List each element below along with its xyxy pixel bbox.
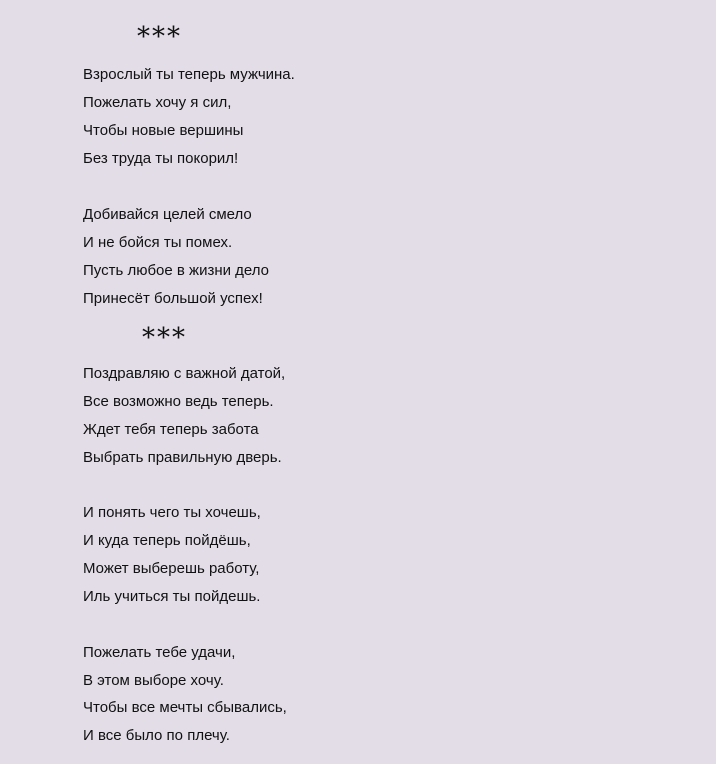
poem-2-line: И понять чего ты хочешь, (83, 504, 261, 521)
poem-2-line: И куда теперь пойдёшь, (83, 532, 251, 549)
poem-2-line: Все возможно ведь теперь. (83, 393, 274, 410)
poem-2-line: Иль учиться ты пойдешь. (83, 588, 261, 605)
poem-1-line: Пожелать хочу я сил, (83, 94, 232, 111)
poem-2-line: Ждет тебя теперь забота (83, 421, 259, 438)
poem-1-line: Пусть любое в жизни дело (83, 262, 270, 279)
poem-2-line: Может выберешь работу, (83, 560, 260, 577)
poem-1-line: Чтобы новые вершины (83, 122, 244, 139)
poem-2-line: Чтобы все мечты сбывались, (83, 699, 287, 716)
poem-1-line: И не бойся ты помех. (83, 234, 233, 251)
poem-2-line: В этом выборе хочу. (83, 672, 224, 689)
poem-2-line: Поздравляю с важной датой, (83, 365, 286, 382)
poem-1-line: Принесёт большой успех! (83, 290, 263, 307)
separator-2: *** (142, 323, 187, 353)
separator-1: *** (137, 22, 182, 52)
poem-1-line: Без труда ты покорил! (83, 150, 239, 167)
poem-2-line: Выбрать правильную дверь. (83, 449, 282, 466)
poem-2-line: Пожелать тебе удачи, (83, 644, 236, 661)
poem-2-line: И все было по плечу. (83, 727, 230, 744)
poem-1-line: Добивайся целей смело (83, 206, 252, 223)
poem-1-line: Взрослый ты теперь мужчина. (83, 66, 295, 83)
